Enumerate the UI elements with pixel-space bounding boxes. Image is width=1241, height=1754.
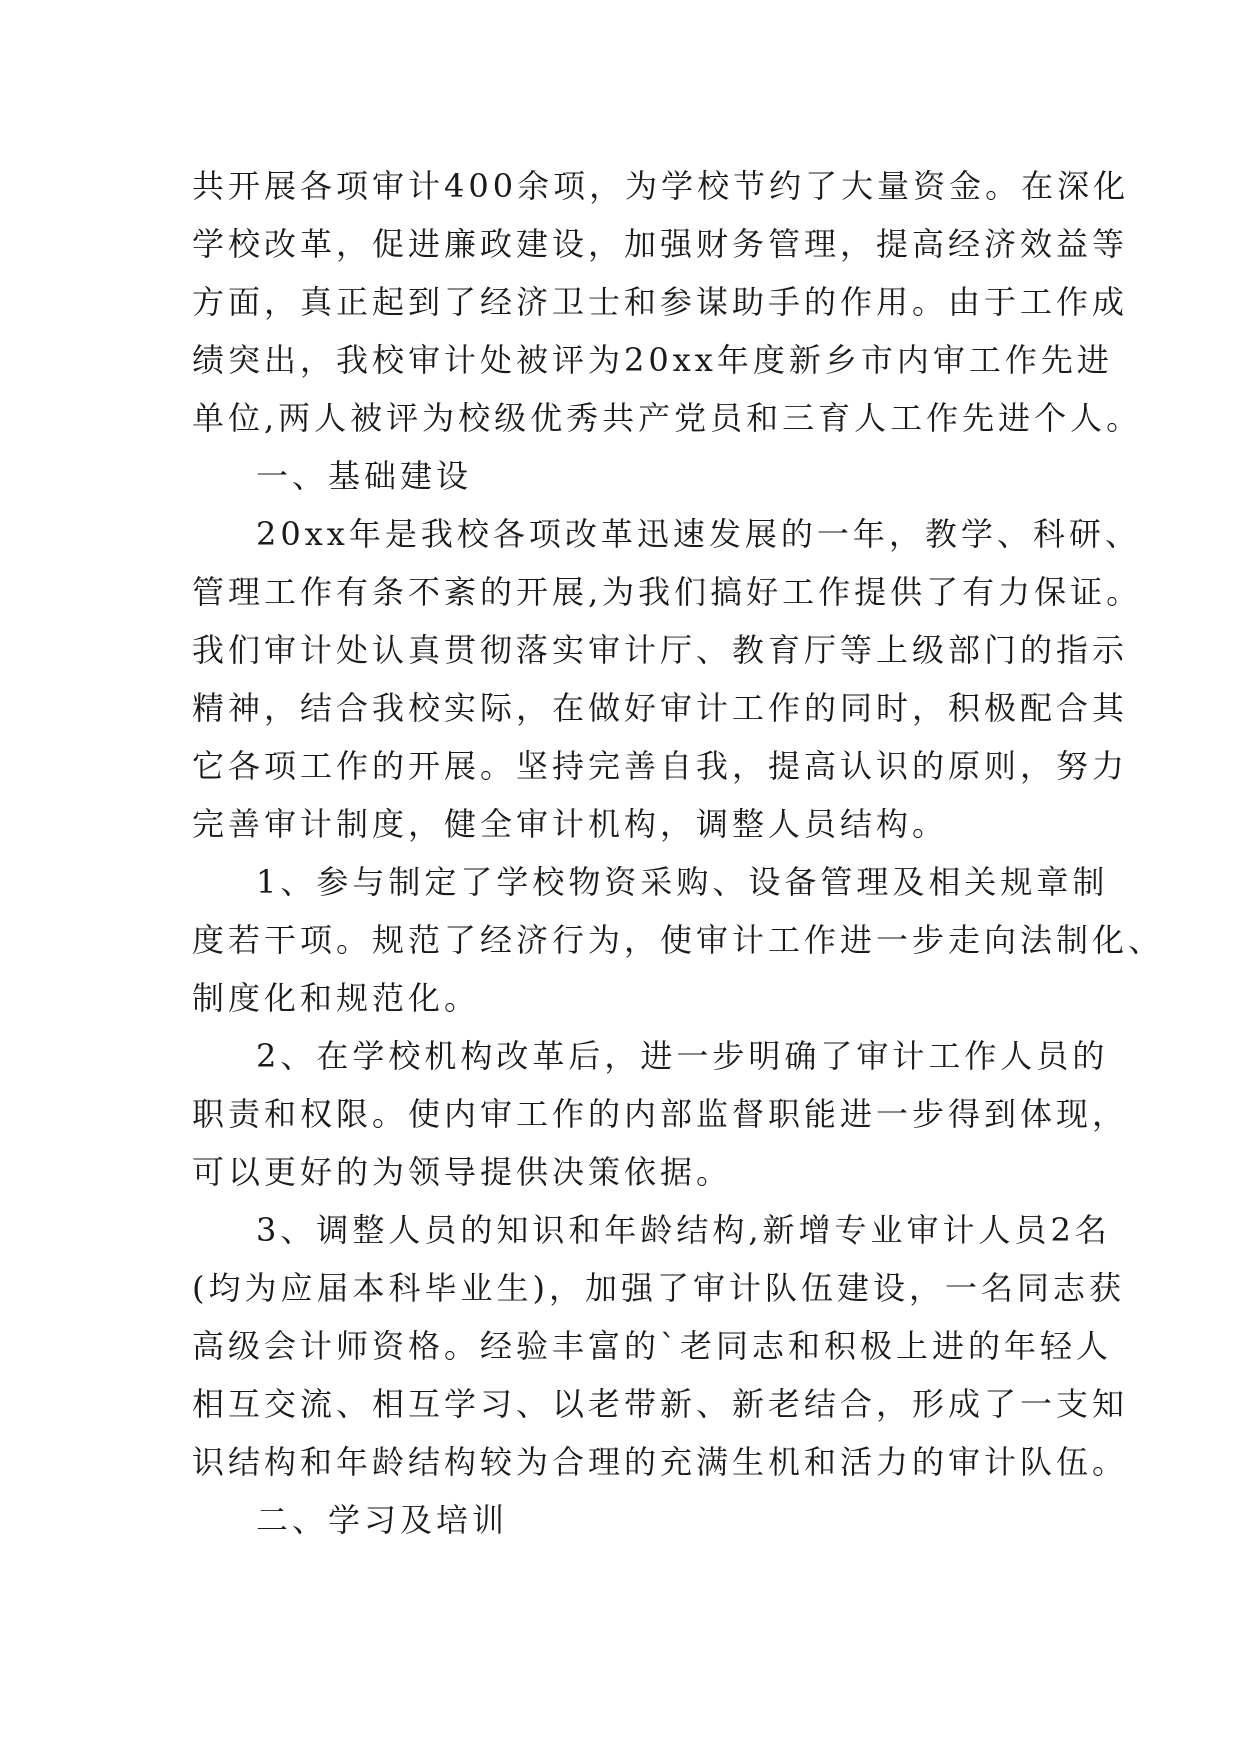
paragraph-line: 度若干项。规范了经济行为，使审计工作进一步走向法制化、 <box>192 921 1165 959</box>
paragraph-line: 我们审计处认真贯彻落实审计厅、教育厅等上级部门的指示 <box>192 631 1129 669</box>
paragraph-line: 20xx年是我校各项改革迅速发展的一年，教学、科研、 <box>256 515 1141 553</box>
paragraph-line: 单位,两人被评为校级优秀共产党员和三育人工作先进个人。 <box>192 399 1143 437</box>
paragraph-line: 可以更好的为领导提供决策依据。 <box>192 1153 733 1191</box>
paragraph-line: 职责和权限。使内审工作的内部监督职能进一步得到体现， <box>192 1095 1129 1133</box>
paragraph-line: 制度化和规范化。 <box>192 979 481 1017</box>
paragraph-line: 高级会计师资格。经验丰富的`老同志和积极上进的年轻人 <box>192 1327 1113 1365</box>
numbered-item-line: 3、调整人员的知识和年龄结构,新增专业审计人员2名 <box>256 1211 1111 1249</box>
paragraph-line: 绩突出，我校审计处被评为20xx年度新乡市内审工作先进 <box>192 341 1113 379</box>
paragraph-line: 精神，结合我校实际，在做好审计工作的同时，积极配合其 <box>192 689 1129 727</box>
numbered-item-line: 2、在学校机构改革后，进一步明确了审计工作人员的 <box>256 1037 1109 1075</box>
numbered-item-line: 1、参与制定了学校物资采购、设备管理及相关规章制 <box>256 863 1109 901</box>
paragraph-line: 共开展各项审计400余项，为学校节约了大量资金。在深化 <box>192 167 1130 205</box>
section-heading: 二、学习及培训 <box>256 1501 509 1539</box>
paragraph-line: 方面，真正起到了经济卫士和参谋助手的作用。由于工作成 <box>192 283 1129 321</box>
paragraph-line: (均为应届本科毕业生)，加强了审计队伍建设，一名同志获 <box>192 1269 1125 1307</box>
paragraph-line: 它各项工作的开展。坚持完善自我，提高认识的原则，努力 <box>192 747 1129 785</box>
paragraph-line: 完善审计制度，健全审计机构，调整人员结构。 <box>192 805 949 843</box>
section-heading: 一、基础建设 <box>256 457 473 495</box>
paragraph-line: 管理工作有条不紊的开展,为我们搞好工作提供了有力保证。 <box>192 573 1143 611</box>
paragraph-line: 相互交流、相互学习、以老带新、新老结合，形成了一支知 <box>192 1385 1129 1423</box>
paragraph-line: 学校改革，促进廉政建设，加强财务管理，提高经济效益等 <box>192 225 1129 263</box>
paragraph-line: 识结构和年龄结构较为合理的充满生机和活力的审计队伍。 <box>192 1443 1129 1481</box>
